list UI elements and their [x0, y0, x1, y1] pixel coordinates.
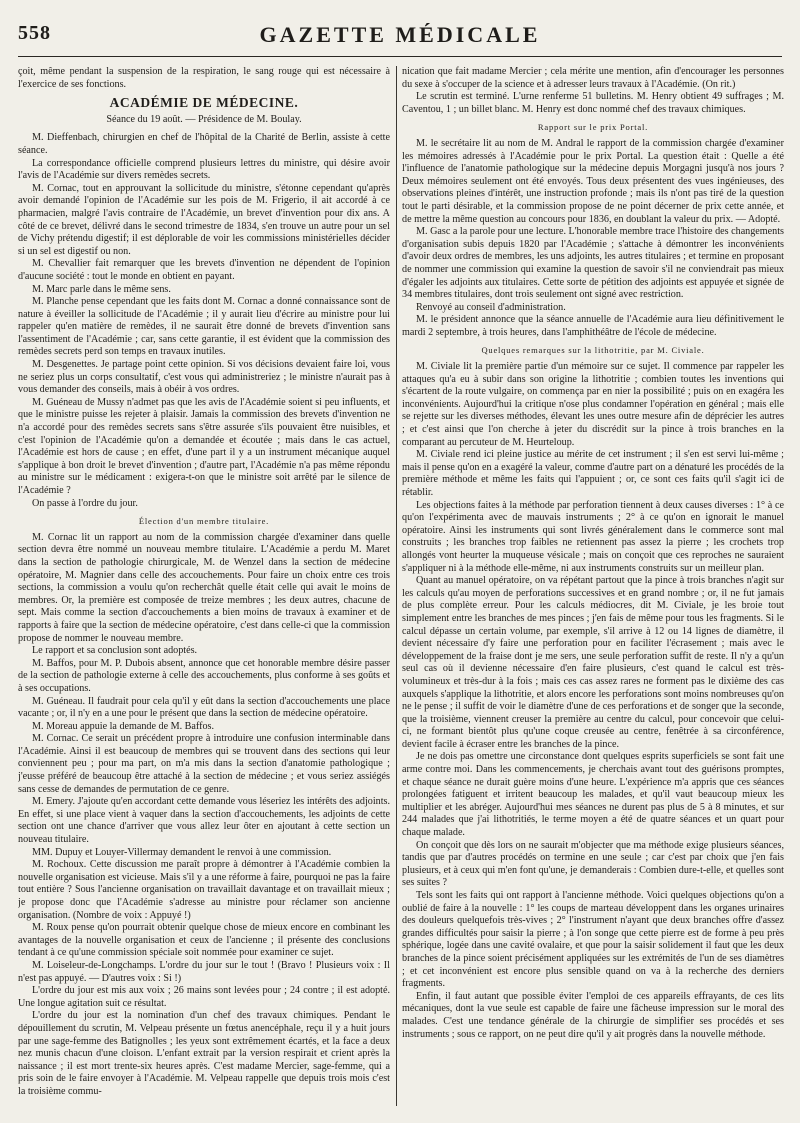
- paragraph: M. Rochoux. Cette discussion me paraît propre à démontrer à l'Académie combien la nouvelle organisation est vicieuse. Mais s'il y a une réforme à faire, pourquoi ne pas la faire tout entière ? Sous l'ancienne organisation on travaillait davantage et on travaillait mieux ; je propose donc que l'Académie s'adresse au ministre pour réclamer son ancienne organisation. (Nombre de voix : Appuyé !): [18, 859, 390, 921]
- page-header: [18, 22, 782, 57]
- paragraph: M. Baffos, pour M. P. Dubois absent, annonce que cet honorable membre désire passer de la section de pathologie externe à celle des accouchements, plus conforme à ses goûts et à ses occupations.: [18, 657, 390, 694]
- paragraph: M. Loiseleur-de-Longchamps. L'ordre du jour sur le tout ! (Bravo ! Plusieurs voix : Il n'est pas appuyé. — D'autres voix : Si !): [18, 959, 390, 984]
- paragraph: M. Guéneau. Il faudrait pour cela qu'il y eût dans la section d'accouchements une place vacante ; or, il n'y en a une pour le présent que dans la section de médecine opératoire.: [18, 695, 390, 720]
- paragraph: M. le secrétaire lit au nom de M. Andral le rapport de la commission chargée d'examiner les mémoires adressés à l'Académie pour le prix Portal. La question était : Quelle a été l'influence de l'anatomie pathologique sur la médecine depuis Morgagni jusqu'à nos jours ? Deux mémoires seulement ont été envoyés. Tous deux présentent des vues ingénieuses, des observations pleines d'intérêt, une instruction profonde ; mais ils n'ont pas tiré de la question tout le parti désirable, et la commission propose de ne point décerner de prix cette année, et de mettre la même question au concours pour 1836, en doublant la valeur du prix. — Adopté.: [402, 137, 784, 225]
- paragraph: M. Moreau appuie la demande de M. Baffos.: [32, 720, 215, 732]
- paragraph: M. Guéneau de Mussy n'admet pas que les avis de l'Académie soient si peu influents, et que le ministre puisse les rejeter à plaisir. Jamais la commission des brevets d'invention ne n'a accordé pour des remèdes secrets sans s'être assurée s'ils pouvaient être nuisibles, et c'est l'opinion de l'Académie qu'on a demandée et écoutée ; mais dans le cas actuel, l'Académie est hors de cause ; en effet, d'une part il y a un instrument mécanique auquel s'applique à bon droit le brevet d'invention ; d'autre part, l'Académie n'a pas même répondu au ministre sur le médicament : exigera-t-on que le ministre soit arrêté par le silence de l'Académie ?: [18, 396, 390, 496]
- paragraph: La correspondance officielle comprend plusieurs lettres du ministre, qui désire avoir l'avis de l'Académie sur divers remèdes secrets.: [18, 157, 390, 182]
- paragraph: M. Roux pense qu'on pourrait obtenir quelque chose de mieux encore en combinant les avantages de la nouvelle organisation et ceux de l'ancienne ; il présente des conclusions tendant à ce qu'une commission spéciale soit nommée pour examiner ce sujet.: [18, 922, 390, 959]
- paragraph: On conçoit que dès lors on ne saurait m'objecter que ma méthode exige plusieurs séances, tandis que par d'autres procédés on termine en une seule ; car c'est par choix que j'en fais plusieurs, et à ceux qui m'en font qu'une, je demanderais : Combien dure-t-elle, et quelles sont ses suites ?: [402, 839, 784, 889]
- right-column: [402, 66, 784, 1106]
- page-number: 558: [18, 22, 51, 44]
- paragraph: Le rapport et sa conclusion sont adoptés.: [32, 645, 198, 657]
- paragraph: M. le président annonce que la séance annuelle de l'Académie aura lieu définitivement le mardi 2 septembre, à trois heures, dans l'amphithéâtre de l'école de médecine.: [402, 314, 784, 338]
- session-line: Séance du 19 août. — Présidence de M. Boulay.: [106, 113, 302, 125]
- paragraph: M. Cornac. Ce serait un précédent propre à introduire une confusion interminable dans l'Académie. Ainsi il est beaucoup de membres qui se trouvent dans des sections qui leur conviennent peu ; pour ma part, on m'a mis dans la section d'anatomie pathologique ; j'eusse préféré de beaucoup être attaché à la section de médecine ; et vous seriez assiégés sans cesse de demandes de permutation de ce genre.: [18, 733, 390, 795]
- paragraph: M. Civiale lit la première partie d'un mémoire sur ce sujet. Il commence par rappeler les attaques qu'a eu à subir dans son origine la lithotritie ; combien toutes les inventions qui s'écartent de la route vulgaire, on commença par en nier la possibilité ; puis on en exagéra les inconvénients. Aujourd'hui la critique n'ose plus condamner l'opération en général ; mais elle se rejette sur les diverses méthodes, élevant les unes outre mesure afin de déprécier les autres ; et c'est ainsi que l'on cherche à jeter du discrédit sur la pince à trois branches en la comparant au percuteur de M. Heurteloup.: [402, 361, 784, 448]
- paragraph: M. Dieffenbach, chirurgien en chef de l'hôpital de la Charité de Berlin, assiste à cette séance.: [18, 132, 390, 156]
- paragraph: M. Desgenettes. Je partage point cette opinion. Si vos décisions devaient faire loi, vous ne seriez plus un corps consultatif, c'est vous qui administreriez ; le ministre n'aurait pas à vous demander des conseils, mais à obéir à vos ordres.: [18, 359, 390, 396]
- paragraph: M. Planche pense cependant que les faits dont M. Cornac a donné connaissance sont de nature à éveiller la sollicitude de l'Académie ; il y aurait lieu d'écrire au ministre pour lui rappeler qu'en matière de remèdes, il ne saurait être donné de brevets d'invention sans l'assentiment de l'Académie ; car, sans cette garantie, il est évident que la commission des remèdes secrets perd son temps en travaux inutiles.: [18, 296, 390, 358]
- paragraph: Les objections faites à la méthode par perforation tiennent à deux causes diverses : 1° à ce qu'on l'expérimenta avec de mauvais instruments ; 2° à ce qu'on en ignorait le manuel opératoire. Ainsi les instruments qui sont livrés généralement dans le commerce sont mal construits ; les branches trop faibles ne retiennent pas assez la pierre ; les crochets trop allongés vont heurter la muqueuse vésicale ; mais on conçoit que ces reproches ne sauraient s'appliquer ni à la méthode elle-même, ni aux instruments construits sur un meilleur plan.: [402, 499, 784, 574]
- paragraph: Enfin, il faut autant que possible éviter l'emploi de ces appareils effrayants, de ces lits mécaniques, dont la vue seule est capable de faire une fâcheuse impression sur le moral des malades. C'est une tendance générale de la chirurgie de simplifier ses procédés et ses instruments ; sous ce rapport, on ne peut dire qu'il y ait progrès dans la nouvelle méthode.: [402, 990, 784, 1040]
- subheading: Quelques remarques sur la lithotritie, par M. Civiale.: [481, 345, 705, 356]
- left-column: [18, 66, 390, 1106]
- paragraph: M. Gasc a la parole pour une lecture. L'honorable membre trace l'histoire des changements d'organisation subis depuis 1820 par l'Académie ; s'attache à démontrer les inconvénients d'avoir deux ordres de membres, les uns adjoints, les autres titulaires ; et termine en proposant de nommer une commission qui examine la question de savoir s'il ne conviendrait pas mieux d'égaler les adjoints aux titulaires. Cette sorte de pétition des adjoints est appuyée et signée de 34 membres titulaires, dont trois seulement ont signé avec restriction.: [402, 226, 784, 301]
- subheading: Élection d'un membre titulaire.: [138, 516, 270, 527]
- paragraph: M. Marc parle dans le même sens.: [32, 283, 171, 295]
- paragraph: L'ordre du jour est la nomination d'un chef des travaux chimiques. Pendant le dépouillement du scrutin, M. Velpeau présente un fœtus anencéphale, reçu il y a huit jours par une sage-femme des Batignolles ; les yeux sont extrêmement écartés, et la face a deux nez munis chacun d'une cloison. L'enfant extrait par la version respirait et crient après la naissance ; il est mort trente-six heures après. C'est madame Mercier, sage-femme, qui a pris soin de le faire envoyer à l'Académie. M. Velpeau rappelle que depuis trois mois c'est la troisième commu-: [18, 1010, 390, 1097]
- paragraph: M. Cornac lit un rapport au nom de la commission chargée d'examiner dans quelle section devra être nommé un nouveau membre titulaire. L'Académie a perdu M. Maret dans la section de pathologie chirurgicale, M. de Wenzel dans la section de médecine opératoire, M. Magnier dans celle des accouchements. Pour faire un choix entre ces trois sections, la commission a voulu qu'on recherchât quelle était celle qui avait le moins de membres. Or, la première est composée de treize membres ; les deux autres, chacune de sept. Mais comme la section d'accouchements a bien moins de travaux à examiner et de rapports à faire que la section de médecine opératoire, c'est dans celle-ci que la commission propose de nommer le nouveau membre.: [18, 531, 390, 644]
- paragraph: M. Civiale rend ici pleine justice au mérite de cet instrument ; il s'en est servi lui-même ; mais il pense qu'on en a exagéré la valeur, comme d'autre part on a dénaturé les procédés de la première méthode et même les faits qui l'appuient ; or, ce sont ces faits qu'il s'agit ici de rétablir.: [402, 449, 784, 498]
- subheading: Rapport sur le prix Portal.: [537, 122, 649, 133]
- paragraph: M. Emery. J'ajoute qu'en accordant cette demande vous léseriez les intérêts des adjoints. En effet, si une place vient à vaquer dans la section d'accouchements, les adjoints de cette section ont une chance d'arriver que vous allez leur ôter en ajoutant à cette section un nouveau titulaire.: [18, 796, 390, 846]
- paragraph: Quant au manuel opératoire, on va répétant partout que la pince à trois branches n'agit sur les calculs qu'au moyen de perforations successives et en grand nombre ; or, il ne fut jamais de plus complète erreur. Pour les calculs médiocres, dit M. Civiale, je les broie tout simplement entre les branches de mes pinces ; j'en fais de même pour tous les fragments. Si le calcul dépasse un certain volume, par exemple, s'il arrive à 12 ou 14 lignes de diamètre, il devient nécessaire d'y faire une perforation pour en faciliter l'écrasement ; mais avec le développement de la fraise dont je me sers, une seule perforation suffit de reste. Il n'y a qu'un seul cas où il devienne nécessaire d'en faire plusieurs, c'est quand le calcul est très-volumineux et très-dur à la fois ; mais ces cas assez rares ne forment pas le dixième des cas auxquels s'applique la lithotritie, et alors encore les perforations sont moins nombreuses qu'on ne le pense ; il suffit de voir le diamètre d'une de ces perforations et de songer que la seconde, que la troisième, viennent creuser la première au centre du calcul, pour concevoir que celui-ci, ne formant bientôt plus qu'une coque creusée au centre, fenêtrée à sa circonférence, devient facile à écraser entre les branches de la pince.: [402, 575, 784, 750]
- paragraph: On passe à l'ordre du jour.: [32, 497, 138, 509]
- paragraph: L'ordre du jour est mis aux voix ; 26 mains sont levées pour ; 24 contre ; il est adopté. Une longue agitation suit ce résultat.: [18, 985, 390, 1009]
- paragraph: Tels sont les faits qui ont rapport à l'ancienne méthode. Voici quelques objections qu'on a oublié de faire à la nouvelle : 1° les coups de marteau développent dans les organes urinaires des douleurs quelquefois très-vives ; 2° l'instrument n'ayant que deux branches offre d'assez grandes difficultés pour saisir la pierre ; à l'on songe que cette pierre est de forme à peu près sphérique, logée dans une cavité ovalaire, et que pour la saisir solidement il faut que les deux branches de la pince soient précisément appliquées sur les extrémités de l'un de ses diamètres ; et cet inconvénient est encore plus sensible quand on va à la recherche des derniers fragments.: [402, 890, 784, 990]
- section-title: ACADÉMIE DE MÉDECINE.: [109, 95, 299, 111]
- continued-paragraph: nication que fait madame Mercier ; cela mérite une mention, afin d'encourager les personnes du sexe à s'occuper de la science et à adresser leurs travaux à l'Académie. (On rit.): [402, 66, 784, 90]
- paragraph: M. Chevallier fait remarquer que les brevets d'invention ne dépendent de l'opinion d'aucune société : tout le monde en obtient en payant.: [18, 258, 390, 282]
- paragraph: Le scrutin est terminé. L'urne renferme 51 bulletins. M. Henry obtient 49 suffrages ; M. Caventou, 1 ; un billet blanc. M. Henry est donc nommé chef des travaux chimiques.: [402, 91, 784, 115]
- continued-paragraph: çoit, même pendant la suspension de la respiration, le sang rouge qui est nécessaire à l'exercice de ses fonctions.: [18, 66, 390, 90]
- paragraph: Je ne dois pas omettre une circonstance dont quelques esprits superficiels se sont fait une arme contre moi. Dans les commencements, je cherchais avant tout des guérisons promptes, et chaque séance ne durait guère moins d'une heure. L'expérience m'a appris que ces séances prolongées fatiguent et irritent beaucoup les malades, et qu'il vaut beaucoup mieux les multiplier et les abréger. Aujourd'hui mes séances ne durent pas plus de 5 à 8 minutes, et sur 244 malades que j'ai lithotritiés, le terme moyen a été de quatre séances et un quart pour chaque malade.: [402, 751, 784, 839]
- paragraph: MM. Dupuy et Louyer-Villermay demandent le renvoi à une commission.: [32, 846, 332, 858]
- column-divider: [396, 66, 397, 1106]
- journal-title: GAZETTE MÉDICALE: [259, 22, 541, 47]
- paragraph: M. Cornac, tout en approuvant la sollicitude du ministre, s'étonne cependant qu'après avoir demandé l'opinion de l'Académie sur les pois de M. Frigerio, il ait accordé à ce pharmacien, malgré l'avis contraire de l'Académie, un brevet d'invention pour dix ans. A côté de ce brevet, délivré dans le second trimestre de 1834, s'en trouve un autre pour un sel de Vichy prétendu digestif; il est déplorable de voir les commissions ministérielles décider si un sel est digestif ou non.: [18, 182, 390, 257]
- paragraph: Renvoyé au conseil d'administration.: [416, 301, 566, 313]
